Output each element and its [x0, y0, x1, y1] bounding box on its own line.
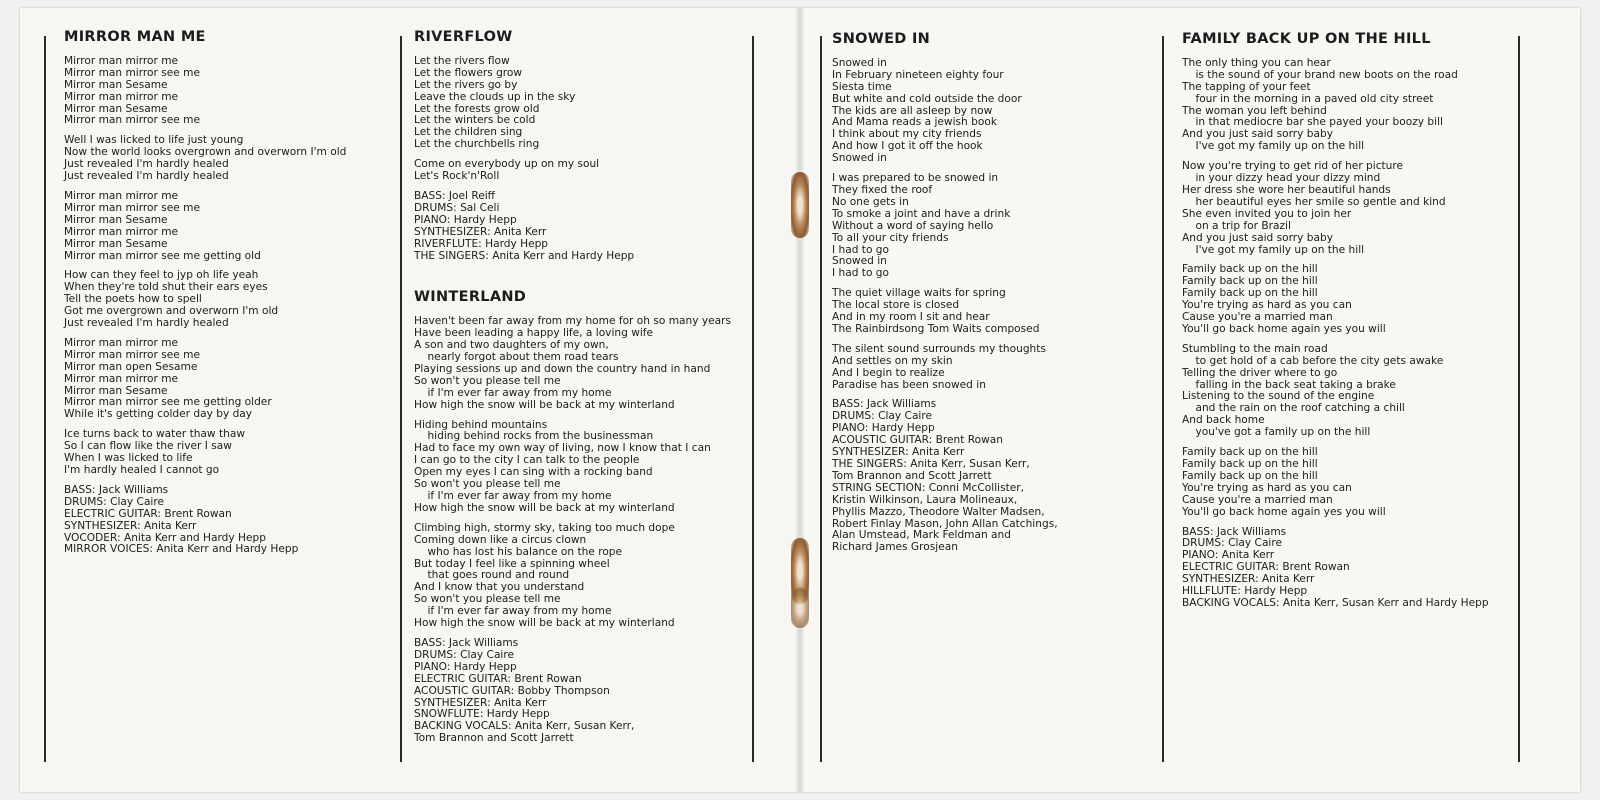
lyric-line: four in the morning in a paved old city street: [1182, 92, 1434, 105]
lyric-line: How high the snow will be back at my winterland: [414, 501, 675, 514]
lyric-stanza: [832, 173, 1156, 280]
credit-line: SYNTHESIZER: Anita Kerr: [414, 696, 547, 709]
lyric-line: Mirror man Sesame: [64, 213, 168, 226]
lyric-line: Got me overgrown and overworn I'm old: [64, 305, 279, 318]
lyric-line: And I begin to realize: [832, 366, 945, 379]
lyric-stanza: [64, 191, 394, 262]
lyric-stanza: [832, 288, 1156, 336]
credit-line: Phyllis Mazzo, Theodore Walter Madsen,: [832, 505, 1045, 518]
lyric-line: So won't you please tell me: [414, 593, 561, 606]
credit-line: Alan Umstead, Mark Feldman and: [832, 529, 1011, 542]
lyric-line: Mirror man Sesame: [64, 384, 168, 397]
lyric-line: Now the world looks overgrown and overworn I'm old: [64, 146, 347, 159]
credit-line: RIVERFLUTE: Hardy Hepp: [414, 237, 549, 250]
lyric-line: Mirror man mirror see me: [64, 66, 200, 79]
lyric-line: The woman you left behind: [1182, 104, 1327, 117]
lyric-line: Just revealed I'm hardly healed: [64, 170, 229, 183]
song-title: RIVERFLOW: [414, 29, 513, 45]
lyric-line: And settles on my skin: [832, 354, 953, 367]
lyric-line: Family back up on the hill: [1182, 446, 1318, 459]
song-block: [414, 289, 750, 745]
lyric-line: The silent sound surrounds my thoughts: [832, 342, 1046, 355]
lyric-line: You're trying as hard as you can: [1182, 481, 1352, 494]
lyric-line: Mirror man mirror see me: [64, 114, 200, 127]
lyric-stanza: [64, 429, 394, 477]
column-rule: [400, 36, 402, 762]
lyric-line: In February nineteen eighty four: [832, 68, 1004, 81]
lyric-line: if I'm ever far away from my home: [414, 605, 612, 618]
lyric-stanza: [1182, 161, 1516, 256]
lyric-line: Haven't been far away from my home for oh so many years: [414, 315, 732, 328]
lyric-line: How high the snow will be back at my winterland: [414, 398, 675, 411]
lyric-stanza: [64, 135, 394, 183]
lyric-line: So won't you please tell me: [414, 478, 561, 491]
credit-line: PIANO: Anita Kerr: [1182, 549, 1275, 562]
credits-block: [414, 191, 750, 262]
lyric-line: Mirror man mirror see me getting older: [64, 396, 272, 409]
lyric-stanza: [64, 56, 394, 127]
song-block: [832, 31, 1156, 554]
cd-booklet-spread: [20, 8, 1580, 792]
lyric-line: Snowed in: [832, 56, 887, 69]
lyric-line: But white and cold outside the door: [832, 92, 1022, 105]
lyric-line: Now you're trying to get rid of her picture: [1182, 160, 1404, 173]
credit-line: SYNTHESIZER: Anita Kerr: [414, 225, 547, 238]
lyric-line: The quiet village waits for spring: [832, 287, 1006, 300]
lyric-line: To all your city friends: [832, 231, 949, 244]
credit-line: THE SINGERS: Anita Kerr, Susan Kerr,: [832, 458, 1030, 470]
credit-line: Tom Brannon and Scott Jarrett: [414, 732, 574, 745]
lyric-stanza: [414, 56, 750, 151]
lyric-line: Family back up on the hill: [1182, 287, 1318, 300]
lyric-line: Leave the clouds up in the sky: [414, 90, 576, 103]
credit-line: SYNTHESIZER: Anita Kerr: [64, 519, 197, 532]
lyric-line: Snowed in: [832, 152, 887, 165]
lyric-line: I'm hardly healed I cannot go: [64, 464, 220, 476]
lyric-line: When I was licked to life: [64, 452, 193, 465]
lyric-line: And Mama reads a jewish book: [832, 116, 997, 129]
credit-line: ELECTRIC GUITAR: Brent Rowan: [1182, 561, 1350, 574]
credit-line: BASS: Joel Reiff: [414, 189, 495, 202]
credits-block: [64, 485, 394, 556]
lyric-line: Just revealed I'm hardly healed: [64, 317, 229, 330]
lyric-line: The Rainbirdsong Tom Waits composed: [832, 322, 1040, 335]
lyric-line: She even invited you to join her: [1182, 207, 1352, 220]
lyric-line: that goes round and round: [414, 569, 570, 582]
lyric-line: They fixed the roof: [832, 183, 933, 196]
lyric-stanza: [1182, 264, 1516, 335]
lyric-line: Let the children sing: [414, 126, 523, 139]
lyric-line: Ice turns back to water thaw thaw: [64, 428, 245, 441]
credit-line: DRUMS: Sal Celi: [414, 201, 500, 214]
credit-line: STRING SECTION: Conni McCollister,: [832, 481, 1024, 494]
lyric-line: No one gets in: [832, 195, 909, 208]
lyric-line: Siesta time: [832, 80, 892, 93]
song-title: MIRROR MAN ME: [64, 29, 206, 45]
credit-line: HILLFLUTE: Hardy Hepp: [1182, 585, 1308, 598]
staple-top: [791, 172, 809, 238]
lyric-stanza: [1182, 447, 1516, 518]
lyric-line: Come on everybody up on my soul: [414, 158, 600, 171]
song-block: [1182, 31, 1516, 610]
lyric-line: Family back up on the hill: [1182, 263, 1318, 276]
lyric-stanza: [414, 523, 750, 630]
lyric-line: Her dress she wore her beautiful hands: [1182, 183, 1391, 196]
lyric-line: hiding behind rocks from the businessman: [414, 430, 654, 443]
lyric-line: A son and two daughters of my own,: [414, 339, 609, 352]
lyric-line: And you just said sorry baby: [1182, 231, 1334, 244]
credit-line: BACKING VOCALS: Anita Kerr, Susan Kerr,: [414, 720, 635, 733]
lyric-line: Playing sessions up and down the country hand in hand: [414, 362, 711, 375]
lyric-line: Let the flowers grow: [414, 66, 523, 79]
lyric-stanza: [414, 420, 750, 515]
credit-line: SNOWFLUTE: Hardy Hepp: [414, 708, 550, 721]
song-title: FAMILY BACK UP ON THE HILL: [1182, 31, 1431, 47]
song-column: [1182, 31, 1516, 618]
song-block: [64, 29, 394, 556]
song-column: [832, 31, 1156, 562]
lyric-line: Mirror man open Sesame: [64, 360, 198, 373]
credits-block: [414, 638, 750, 745]
credit-line: SYNTHESIZER: Anita Kerr: [832, 446, 965, 459]
lyric-line: Mirror man mirror me: [64, 225, 179, 238]
lyric-line: nearly forgot about them road tears: [414, 351, 619, 364]
lyric-line: The only thing you can hear: [1182, 56, 1331, 69]
credit-line: PIANO: Hardy Hepp: [414, 660, 517, 673]
credit-line: SYNTHESIZER: Anita Kerr: [1182, 573, 1315, 586]
lyric-line: Tell the poets how to spell: [64, 293, 202, 306]
lyric-line: The kids are all asleep by now: [832, 104, 993, 117]
lyric-stanza: [64, 338, 394, 421]
lyric-line: But today I feel like a spinning wheel: [414, 557, 610, 570]
song-title: WINTERLAND: [414, 289, 527, 306]
column-rule: [752, 36, 754, 762]
song-column: [64, 29, 394, 564]
lyric-line: And in my room I sit and hear: [832, 311, 990, 324]
lyric-line: I think about my city friends: [832, 128, 982, 141]
credit-line: DRUMS: Clay Caire: [1182, 537, 1283, 550]
credit-line: MIRROR VOICES: Anita Kerr and Hardy Hepp: [64, 543, 299, 556]
lyric-line: Climbing high, stormy sky, taking too much dope: [414, 521, 675, 534]
lyric-line: Mirror man mirror me: [64, 189, 179, 202]
credit-line: BASS: Jack Williams: [832, 398, 937, 411]
lyric-line: if I'm ever far away from my home: [414, 386, 612, 399]
center-fold: [796, 8, 804, 792]
lyric-line: Mirror man mirror see me getting old: [64, 249, 261, 262]
lyric-line: You're trying as hard as you can: [1182, 299, 1352, 312]
lyric-line: Family back up on the hill: [1182, 458, 1318, 470]
credit-line: DRUMS: Clay Caire: [64, 495, 165, 508]
lyric-stanza: [832, 58, 1156, 165]
lyric-stanza: [832, 344, 1156, 392]
credit-line: PIANO: Hardy Hepp: [832, 422, 935, 435]
lyric-line: Well I was licked to life just young: [64, 134, 244, 147]
song-column: [414, 29, 750, 753]
lyric-line: And you just said sorry baby: [1182, 128, 1334, 141]
lyric-line: Cause you're a married man: [1182, 311, 1333, 324]
lyric-line: is the sound of your brand new boots on the road: [1182, 68, 1458, 81]
lyric-line: Mirror man Sesame: [64, 237, 168, 250]
lyric-stanza: [414, 316, 750, 411]
lyric-line: I had to go: [832, 267, 889, 280]
lyric-line: And back home: [1182, 414, 1265, 427]
lyric-line: in your dizzy head your dizzy mind: [1182, 172, 1381, 185]
credit-line: DRUMS: Clay Caire: [414, 648, 515, 661]
lyric-line: Let the churchbells ring: [414, 138, 540, 151]
song-title: SNOWED IN: [832, 31, 931, 47]
lyric-line: So I can flow like the river I saw: [64, 440, 232, 453]
credit-line: Robert Finlay Mason, John Allan Catchings,: [832, 517, 1058, 530]
lyric-line: Family back up on the hill: [1182, 469, 1318, 482]
lyric-line: To smoke a joint and have a drink: [832, 207, 1011, 220]
lyric-line: Snowed in: [832, 255, 887, 268]
lyric-line: Let the rivers flow: [414, 54, 510, 67]
lyric-line: Cause you're a married man: [1182, 493, 1333, 506]
lyric-line: Let the winters be cold: [414, 114, 536, 127]
lyric-line: Telling the driver where to go: [1182, 366, 1338, 379]
credit-line: Kristin Wilkinson, Laura Molineaux,: [832, 493, 1018, 506]
lyric-line: How can they feel to jyp oh life yeah: [64, 269, 259, 282]
lyric-line: Have been leading a happy life, a loving wife: [414, 327, 654, 340]
column-rule: [44, 36, 46, 762]
lyric-line: Hiding behind mountains: [414, 418, 548, 431]
lyric-line: Family back up on the hill: [1182, 275, 1318, 288]
song-block: [414, 29, 750, 262]
lyric-line: Let the rivers go by: [414, 78, 518, 91]
lyric-line: Let's Rock'n'Roll: [414, 170, 500, 183]
lyric-line: to get hold of a cab before the city gets awake: [1182, 354, 1444, 367]
lyric-line: The tapping of your feet: [1182, 80, 1311, 93]
lyric-line: Listening to the sound of the engine: [1182, 390, 1375, 403]
credit-line: BASS: Jack Williams: [64, 483, 169, 496]
lyric-line: And I know that you understand: [414, 581, 585, 594]
lyric-line: When they're told shut their ears eyes: [64, 281, 268, 294]
lyric-line: I've got my family up on the hill: [1182, 140, 1365, 153]
lyric-line: Let the forests grow old: [414, 102, 540, 115]
credit-line: VOCODER: Anita Kerr and Hardy Hepp: [64, 531, 266, 544]
lyric-line: Mirror man Sesame: [64, 78, 168, 91]
lyric-line: While it's getting colder day by day: [64, 408, 253, 421]
credit-line: ACOUSTIC GUITAR: Bobby Thompson: [414, 684, 610, 697]
credit-line: ELECTRIC GUITAR: Brent Rowan: [414, 672, 582, 685]
credit-line: ACOUSTIC GUITAR: Brent Rowan: [832, 434, 1003, 447]
lyric-line: who has lost his balance on the rope: [414, 545, 623, 558]
lyric-line: Mirror man mirror me: [64, 336, 179, 349]
staple-rust: [791, 588, 809, 628]
lyric-line: Open my eyes I can sing with a rocking band: [414, 466, 653, 479]
lyric-line: you've got a family up on the hill: [1182, 426, 1371, 439]
column-rule: [820, 36, 822, 762]
lyric-line: Mirror man mirror me: [64, 372, 179, 385]
lyric-line: on a trip for Brazil: [1182, 219, 1291, 232]
lyric-line: Mirror man Sesame: [64, 102, 168, 115]
lyric-line: The local store is closed: [832, 299, 960, 312]
credit-line: BACKING VOCALS: Anita Kerr, Susan Kerr and Hardy Hepp: [1182, 596, 1489, 609]
lyric-stanza: [414, 159, 750, 183]
credit-line: Tom Brannon and Scott Jarrett: [832, 469, 992, 482]
lyric-line: I've got my family up on the hill: [1182, 243, 1365, 256]
lyric-line: in that mediocre bar she payed your boozy bill: [1182, 116, 1443, 129]
column-rule: [1162, 36, 1164, 762]
lyric-line: You'll go back home again yes you will: [1182, 322, 1386, 335]
lyric-line: I can go to the city I can talk to the people: [414, 454, 640, 467]
lyric-stanza: [1182, 344, 1516, 439]
lyric-line: You'll go back home again yes you will: [1182, 505, 1386, 518]
lyric-line: I was prepared to be snowed in: [832, 172, 999, 185]
credits-block: [1182, 527, 1516, 610]
lyric-line: falling in the back seat taking a brake: [1182, 378, 1396, 391]
credit-line: BASS: Jack Williams: [414, 636, 519, 649]
lyric-line: if I'm ever far away from my home: [414, 490, 612, 502]
lyric-line: her beautiful eyes her smile so gentle and kind: [1182, 195, 1446, 208]
credit-line: Richard James Grosjean: [832, 541, 958, 554]
lyric-line: Paradise has been snowed in: [832, 378, 986, 391]
lyric-line: How high the snow will be back at my winterland: [414, 617, 675, 630]
lyric-line: Had to face my own way of living, now I know that I can: [414, 442, 711, 455]
lyric-line: I had to go: [832, 243, 889, 256]
lyric-stanza: [64, 270, 394, 330]
credit-line: THE SINGERS: Anita Kerr and Hardy Hepp: [414, 249, 635, 262]
column-rule: [1518, 36, 1520, 762]
lyric-line: Mirror man mirror see me: [64, 201, 200, 214]
lyric-line: Mirror man mirror me: [64, 54, 179, 67]
credit-line: DRUMS: Clay Caire: [832, 410, 933, 423]
lyric-line: Coming down like a circus clown: [414, 533, 587, 546]
lyric-line: Stumbling to the main road: [1182, 342, 1328, 355]
lyric-line: Just revealed I'm hardly healed: [64, 158, 229, 171]
lyric-line: Mirror man mirror me: [64, 90, 179, 103]
lyric-line: and the rain on the roof catching a chill: [1182, 402, 1405, 415]
credit-line: PIANO: Hardy Hepp: [414, 213, 517, 226]
credit-line: ELECTRIC GUITAR: Brent Rowan: [64, 507, 232, 520]
credit-line: BASS: Jack Williams: [1182, 525, 1287, 538]
credits-block: [832, 399, 1156, 554]
lyric-line: Without a word of saying hello: [832, 219, 994, 232]
lyric-line: So won't you please tell me: [414, 374, 561, 387]
lyric-line: And how I got it off the hook: [832, 140, 983, 153]
lyric-stanza: [1182, 58, 1516, 153]
lyric-line: Mirror man mirror see me: [64, 348, 200, 361]
